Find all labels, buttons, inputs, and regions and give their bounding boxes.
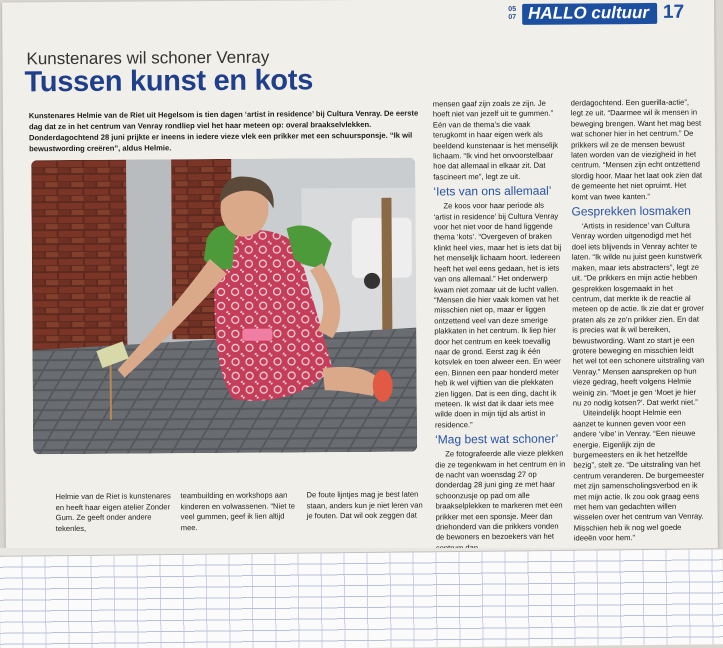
photo-illustration [31, 158, 417, 455]
article-headline: Tussen kunst en kots [24, 64, 314, 99]
column-left [433, 99, 566, 554]
column-right-end: Uiteindelijk hoopt Helmie een aanzet te kunnen geven voor een andere ‘vibe’ in Venray. “Een nieuwe energie. Eigenlijk zijn de burgemeesters en ik het hetzelfde bezig”, stelt ze. “De uitstraling van het centrum veranderen. De burgemeester met zijn samenscholingsverbod en ik met mijn actie. Ik zou ook graag eens met hem van gedachten willen wisselen over het centrum van Venray. Misschien heb ik nog wel goede ideeën voor hem.” [572, 408, 705, 543]
caption-3: De foute lijntjes mag je best laten staan, anders kun je niet leren van je fouten. Dat wil ook zeggen dat [306, 489, 423, 521]
column-left-intro: mensen gaaf zijn zoals ze zijn. Je hoeft niet van jezelf uit te gummen.” Eén van de thema’s die vaak terugkomt in haar eigen werk als beeldend kunstenaar is het menselijk lichaam. “Ik vind het onvoorstelbaar hoe dat allemaal in elkaar zit. Dat fascineert me”, legt ze uit. [432, 98, 559, 182]
page-header [508, 2, 684, 25]
column-right-body: ‘Artists in residence’ van Cultura Venray worden uitgenodigd met het doel iets blijvends in Venray achter te laten. “Ik wilde nu juist geen kunstwerk maken, maar iets abstracters”, legt ze uit. “De prikkers en mijn actie hebben gesprekken losgemaakt in het centrum, dat merkte ik de reactie al meteen op de actie. Ik zie dat er grover praten als ze zo’n prikker zien. En dat is precies wat ik wil bereiken, bewustwording. Want zo start je een grotere beweging en misschien leidt het wel tot een schonere uitstraling van Venray.” Mensen aanspreken op hun vieze gedrag, heeft volgens Helmie weinig zin. “Moet je gen ‘Moet je hier nu zo nodig kotsen?’. Dat werkt niet.” [571, 220, 705, 408]
column-right [571, 98, 706, 545]
notepad-background [0, 548, 723, 648]
subheading-mag-best: ‘Mag best wat schoner’ [435, 431, 559, 447]
caption-1: Helmie van de Riet is kunstenares en heeft haar eigen atelier Zonder Gum. Ze geeft onder andere tekenles, [55, 491, 171, 533]
article-photo [31, 158, 417, 455]
subheading-iets-van-ons: ‘Iets van ons allemaal’ [433, 183, 552, 199]
issue-top: 05 [508, 5, 517, 13]
article-kicker: Kunstenares wil schoner Venray [26, 47, 270, 69]
issue-number [508, 6, 516, 22]
page-number: 17 [662, 1, 685, 23]
caption-2: teambuilding en workshops aan kinderen en volwassenen. “Niet te veel gummen, geef ik lien altijd mee. [180, 490, 296, 532]
section-banner: HALLO cultuur [522, 2, 657, 24]
column-right-intro: derdagochtend. Een guerilla-actie”, legt ze uit. “Daarmee wil ik mensen in beweging brengen. Want het mag best wat schoner hier in het centrum.” De prikkers wil ze de mensen bewust laten worden van de viezigheid in het centrum. “Mensen zijn echt ontzettend slordig hoor. Maar het laat ook zien dat de gemeente het niet opruimt. Het komt van twee kanten.” [570, 97, 703, 202]
issue-bottom: 07 [508, 13, 517, 21]
article-lead: Kunstenares Helmie van de Riet uit Hegelsom is tien dagen ‘artist in residence’ bij Cultura Venray. De eerste dag dat ze in het centrum van Venray rondliep viel het haar meteen op: overal braakselvlekken. Donderdagochtend 28 juni prijkte er ineens in iedere vieze vlek een prikker met een schuursponsje. “Ik wil bewustwording creëren”, aldus Helmie. [28, 108, 419, 154]
column-left-body: Ze koos voor haar periode als ‘artist in residence’ bij Cultura Venray voor het niet voor de hand liggende thema ‘kots’. “Overgeven of braken klinkt heel vies, maar het is iets dat bij het menselijk lichaam hoort. Iedereen heeft het wel eens gedaan, het is iets van ons allemaal.” Het onderwerp kwam niet zomaar uit de lucht vallen. “Mensen die hier vaak komen vat het misschien niet op, maar er liggen ontzettend veel van deze smerige plakkaten in het centrum. Ik liep hier door het centrum en keek toevallig naar de grond. Eerst zag ik één kotsvlek en toen alweer een. En weer een. Binnen een paar honderd meter heb ik wel vijftien van die plekkaten zien liggen. Dat is een ding, dacht ik meteen. Ik wist dat ik daar iets mee wilde doen in mijn tijd als artist in residence.” [433, 200, 562, 430]
column-left-end: Ze fotografeerde alle vieze plekken die ze tegenkwam in het centrum en in de nacht van woensdag 27 op donderdag 28 juni ging ze met haar schoonzusje op pad om alle braakselplekken te markeren met een prikker met een sponsje. Meer dan driehonderd van die prikkers vonden de bewoners en bezoekers van het [435, 448, 566, 542]
newspaper-page [2, 0, 718, 562]
subheading-gesprekken: Gesprekken losmaken [571, 203, 691, 219]
